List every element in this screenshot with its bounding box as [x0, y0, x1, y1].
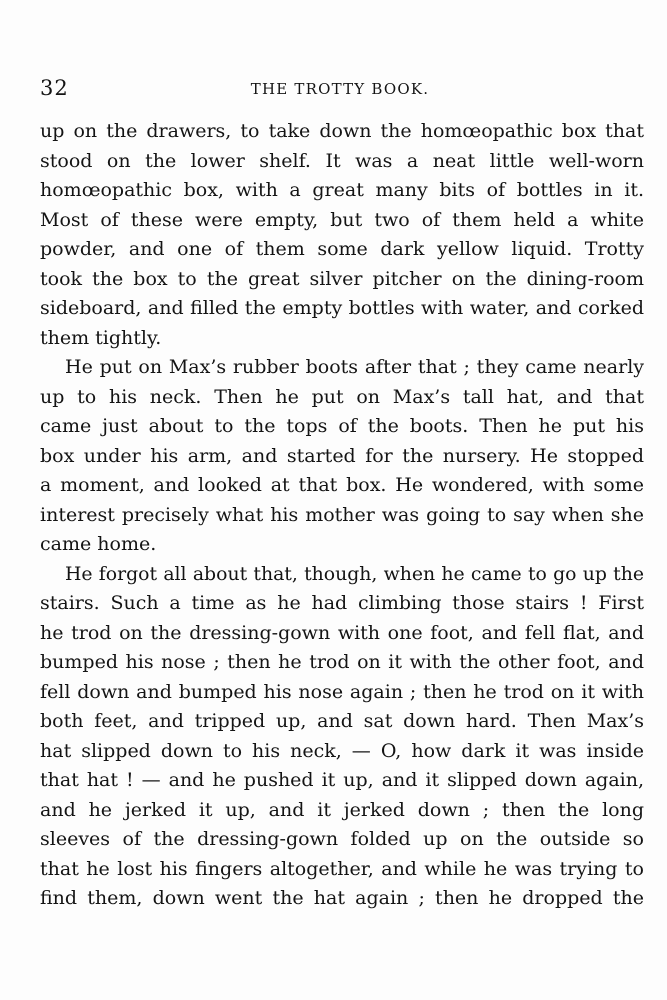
- running-head: [40, 74, 640, 102]
- text-line: Most of these were empty, but two of them held a white: [40, 208, 644, 231]
- running-title: THE TROTTY BOOK.: [250, 80, 430, 98]
- text-line: he trod on the dressing-gown with one foot, and fell flat, and: [40, 621, 644, 644]
- text-line: box under his arm, and started for the nursery. He stopped: [40, 444, 644, 467]
- text-line: He forgot all about that, though, when he came to go up the: [65, 563, 644, 585]
- text-line: stairs. Such a time as he had climbing those stairs ! First: [40, 592, 644, 614]
- paragraph-3: [40, 560, 644, 914]
- text-line: He put on Max’s rubber boots after that ; they came nearly: [65, 356, 644, 378]
- text-line: find them, down went the hat again ; then he dropped the: [40, 887, 644, 909]
- text-line: sideboard, and filled the empty bottles with water, and corked: [40, 297, 644, 319]
- body-text: [40, 117, 644, 914]
- text-line: homœopathic box, with a great many bits of bottles in it.: [40, 179, 644, 201]
- text-line: bumped his nose ; then he trod on it with the other foot, and: [40, 651, 644, 673]
- text-line: came just about to the tops of the boots. Then he put his: [40, 415, 644, 437]
- text-line: up on the drawers, to take down the homœopathic box that: [40, 120, 644, 142]
- text-line: sleeves of the dressing-gown folded up on the outside so: [40, 828, 644, 850]
- paragraph-2: [40, 353, 644, 560]
- page-number: 32: [40, 76, 69, 100]
- text-line: up to his neck. Then he put on Max’s tall hat, and that: [40, 385, 644, 408]
- text-line: interest precisely what his mother was going to say when she: [40, 503, 644, 526]
- text-line: stood on the lower shelf. It was a neat little well-worn: [40, 149, 644, 172]
- text-line: fell down and bumped his nose again ; then he trod on it with: [40, 680, 644, 703]
- text-line: a moment, and looked at that box. He wondered, with some: [40, 474, 644, 496]
- text-line: both feet, and tripped up, and sat down hard. Then Max’s: [40, 710, 644, 732]
- text-line: them tightly.: [40, 326, 162, 349]
- text-line: that hat ! — and he pushed it up, and it slipped down again,: [40, 769, 644, 791]
- text-line: powder, and one of them some dark yellow liquid. Trotty: [40, 238, 644, 260]
- text-line: came home.: [40, 533, 157, 555]
- text-line: and he jerked it up, and it jerked down ; then the long: [40, 798, 644, 821]
- text-line: hat slipped down to his neck, — O, how dark it was inside: [40, 739, 644, 762]
- text-line: that he lost his fingers altogether, and while he was trying to: [40, 857, 644, 880]
- paragraph-1: [40, 117, 644, 353]
- text-line: took the box to the great silver pitcher on the dining-room: [40, 267, 644, 290]
